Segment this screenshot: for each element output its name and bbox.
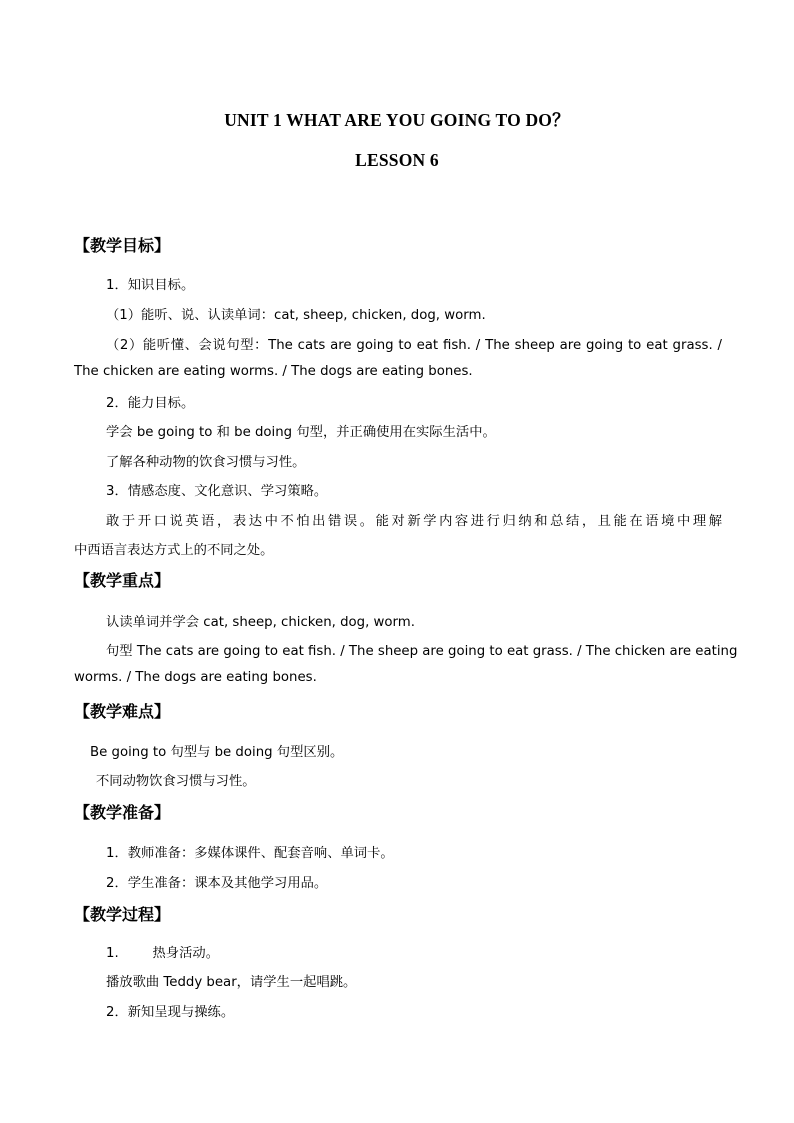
goals-line-2: （1）能听、说、认读单词：cat, sheep, chicken, dog, worm.: [106, 308, 486, 323]
document-title: UNIT 1 WHAT ARE YOU GOING TO DO？: [224, 110, 570, 130]
goals-line-6: 了解各种动物的饮食习惯与习性。: [106, 455, 306, 470]
prep-line-2: 2．学生准备：课本及其他学习用品。: [106, 876, 328, 891]
process-line-2: 播放歌曲 Teddy bear，请学生一起唱跳。: [106, 975, 357, 990]
section-heading-key: 【教学重点】: [74, 571, 171, 590]
prep-line-1: 1．教师准备：多媒体课件、配套音响、单词卡。: [106, 846, 394, 861]
key-line-1: 认读单词并学会 cat, sheep, chicken, dog, worm.: [106, 615, 415, 630]
goals-line-1: 1．知识目标。: [106, 278, 195, 293]
section-heading-process: 【教学过程】: [74, 905, 171, 924]
goals-line-3a: （2）能听懂、会说句型：The cats are going to eat fish. / The sheep are going to eat grass. /: [106, 338, 722, 353]
section-heading-prep: 【教学准备】: [74, 803, 171, 822]
goals-line-3b: The chicken are eating worms. / The dogs are eating bones.: [74, 364, 473, 379]
section-heading-goals: 【教学目标】: [74, 236, 171, 255]
goals-line-8b: 中西语言表达方式上的不同之处。: [74, 543, 274, 558]
goals-line-4: 2．能力目标。: [106, 396, 195, 411]
goals-line-8a: 敢于开口说英语，表达中不怕出错误。能对新学内容进行归纳和总结，且能在语境中理解: [106, 514, 722, 529]
section-heading-difficult: 【教学难点】: [74, 702, 171, 721]
process-line-3: 2．新知呈现与操练。: [106, 1005, 235, 1020]
difficult-line-2: 不同动物饮食习惯与习性。: [96, 774, 256, 789]
lesson-subtitle: LESSON 6: [355, 150, 439, 170]
key-line-2b: worms. / The dogs are eating bones.: [74, 670, 317, 685]
goals-line-5: 学会 be going to 和 be doing 句型，并正确使用在实际生活中。: [106, 425, 496, 440]
difficult-line-1: Be going to 句型与 be doing 句型区别。: [90, 745, 344, 760]
key-line-2a: 句型 The cats are going to eat fish. / The sheep are going to eat grass. / The chicken are eating: [106, 644, 738, 659]
process-line-1: 1. 热身活动。: [106, 946, 219, 961]
goals-line-7: 3．情感态度、文化意识、学习策略。: [106, 484, 328, 499]
